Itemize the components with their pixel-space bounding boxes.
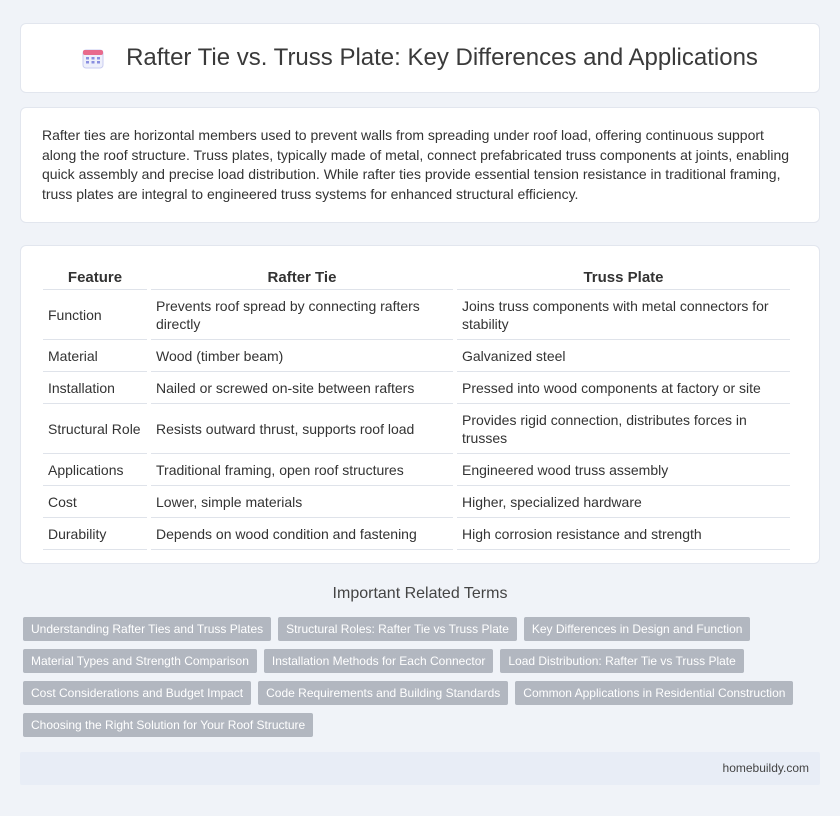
- header-truss-plate: Truss Plate: [457, 267, 790, 290]
- row-feature: Material: [43, 340, 147, 372]
- table-row: [43, 486, 790, 518]
- row-truss-plate: Pressed into wood components at factory or site: [457, 372, 790, 404]
- header-feature: Feature: [43, 267, 147, 290]
- row-truss-plate: Engineered wood truss assembly: [457, 454, 790, 486]
- row-feature: Cost: [43, 486, 147, 518]
- page-title-text: Rafter Tie vs. Truss Plate: Key Differences and Applications: [126, 44, 758, 71]
- row-truss-plate: Joins truss components with metal connectors for stability: [457, 290, 790, 340]
- row-feature: Function: [43, 290, 147, 340]
- related-term-tag[interactable]: Understanding Rafter Ties and Truss Plates: [23, 617, 271, 641]
- row-rafter-tie: Wood (timber beam): [151, 340, 453, 372]
- related-term-tag[interactable]: Choosing the Right Solution for Your Roof Structure: [23, 713, 313, 737]
- related-term-tag[interactable]: Cost Considerations and Budget Impact: [23, 681, 251, 705]
- calendar-icon: [82, 47, 104, 69]
- row-truss-plate: Galvanized steel: [457, 340, 790, 372]
- table-row: [43, 518, 790, 550]
- title-card: [20, 23, 820, 93]
- related-term-tag[interactable]: Installation Methods for Each Connector: [264, 649, 493, 673]
- header-rafter-tie: Rafter Tie: [151, 267, 453, 290]
- footer: [20, 752, 820, 785]
- comparison-card: [20, 245, 820, 564]
- table-row: [43, 340, 790, 372]
- intro-card: [20, 107, 820, 223]
- row-feature: Structural Role: [43, 404, 147, 454]
- row-truss-plate: Provides rigid connection, distributes forces in trusses: [457, 404, 790, 454]
- table-row: [43, 372, 790, 404]
- table-row: [43, 290, 790, 340]
- row-feature: Installation: [43, 372, 147, 404]
- row-rafter-tie: Resists outward thrust, supports roof load: [151, 404, 453, 454]
- intro-text: Rafter ties are horizontal members used to prevent walls from spreading under roof load, offering continuous support along the roof structure. Truss plates, typically made of metal, connect prefabricated truss components at joints, enabling quick assembly and precise load distribution. While rafter ties provide essential tension resistance in traditional framing, truss plates are integral to engineered truss systems for enhanced structural efficiency.: [42, 127, 790, 202]
- row-rafter-tie: Nailed or screwed on-site between rafters: [151, 372, 453, 404]
- row-rafter-tie: Traditional framing, open roof structures: [151, 454, 453, 486]
- row-truss-plate: Higher, specialized hardware: [457, 486, 790, 518]
- table-header-row: [43, 267, 790, 290]
- row-truss-plate: High corrosion resistance and strength: [457, 518, 790, 550]
- table-row: [43, 454, 790, 486]
- row-rafter-tie: Prevents roof spread by connecting rafters directly: [151, 290, 453, 340]
- row-feature: Applications: [43, 454, 147, 486]
- row-rafter-tie: Depends on wood condition and fastening: [151, 518, 453, 550]
- row-rafter-tie: Lower, simple materials: [151, 486, 453, 518]
- related-term-tag[interactable]: Structural Roles: Rafter Tie vs Truss Plate: [278, 617, 517, 641]
- related-term-tag[interactable]: Code Requirements and Building Standards: [258, 681, 508, 705]
- related-terms-title: Important Related Terms: [332, 585, 508, 602]
- row-feature: Durability: [43, 518, 147, 550]
- footer-site[interactable]: homebuildy.com: [722, 761, 809, 775]
- page-title: [82, 44, 758, 72]
- related-terms-list: [23, 617, 813, 745]
- related-term-tag[interactable]: Load Distribution: Rafter Tie vs Truss Plate: [500, 649, 743, 673]
- related-term-tag[interactable]: Key Differences in Design and Function: [524, 617, 751, 641]
- related-term-tag[interactable]: Material Types and Strength Comparison: [23, 649, 257, 673]
- related-term-tag[interactable]: Common Applications in Residential Construction: [515, 681, 793, 705]
- table-row: [43, 404, 790, 454]
- comparison-table: [39, 267, 794, 550]
